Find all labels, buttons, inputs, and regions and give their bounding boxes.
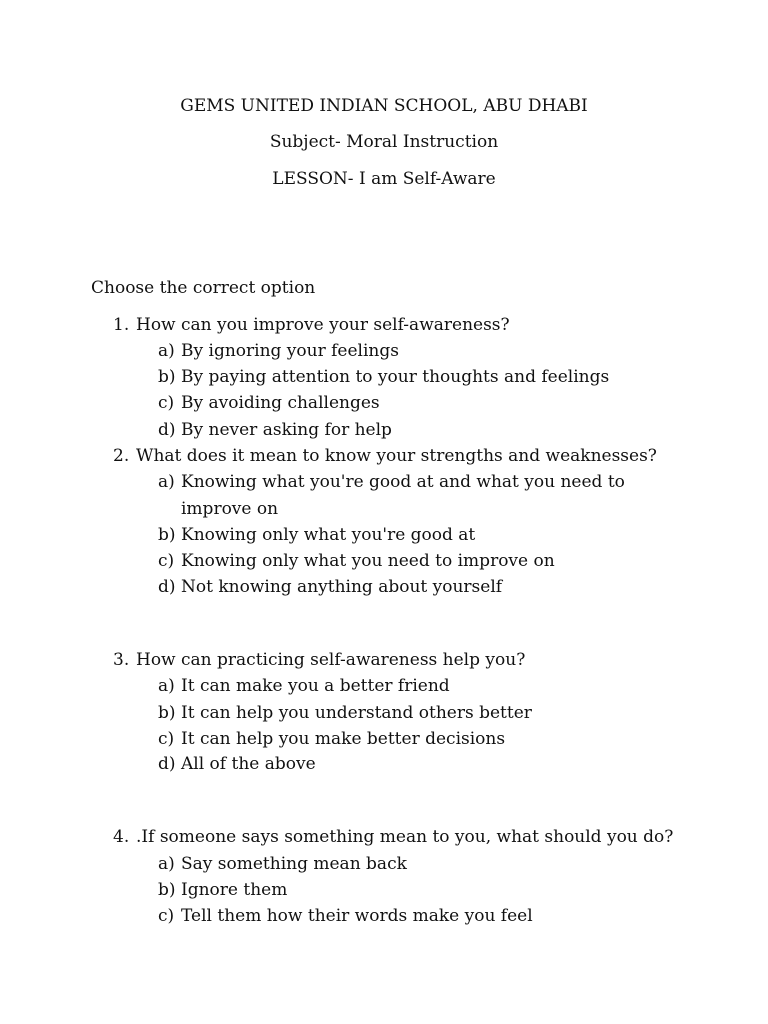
option-text: By never asking for help xyxy=(181,420,392,440)
option-letter: c) xyxy=(158,906,175,926)
option-letter: c) xyxy=(158,393,175,413)
lesson-title: LESSON- I am Self-Aware xyxy=(272,169,496,189)
school-name: GEMS UNITED INDIAN SCHOOL, ABU DHABI xyxy=(180,96,588,116)
option-letter: d) xyxy=(158,420,176,440)
option-letter: b) xyxy=(158,367,176,387)
option-letter: c) xyxy=(158,729,175,749)
option-text: All of the above xyxy=(181,754,316,774)
question-text: How can you improve your self-awareness? xyxy=(136,315,510,335)
option-text: Knowing only what you need to improve on xyxy=(181,551,555,571)
option-letter: b) xyxy=(158,880,176,900)
question-text: How can practicing self-awareness help you? xyxy=(136,650,526,670)
option-text: Not knowing anything about yourself xyxy=(181,577,503,597)
option-text: Tell them how their words make you feel xyxy=(181,906,533,926)
option-letter: d) xyxy=(158,754,176,774)
option-letter: b) xyxy=(158,703,176,723)
option-text: It can make you a better friend xyxy=(181,676,450,696)
option-text: Knowing only what you're good at xyxy=(181,525,476,545)
option-text: It can help you understand others better xyxy=(181,703,532,723)
option-text: By avoiding challenges xyxy=(181,393,380,413)
subject-line: Subject- Moral Instruction xyxy=(269,132,499,152)
option-letter: c) xyxy=(158,551,175,571)
option-letter: a) xyxy=(158,472,175,492)
option-letter: d) xyxy=(158,577,176,597)
question-text: .If someone says something mean to you, what should you do? xyxy=(136,827,674,847)
option-text: Knowing what you're good at and what you need to improve on xyxy=(181,472,625,519)
option-text: By ignoring your feelings xyxy=(181,341,399,361)
instruction-text: Choose the correct option xyxy=(91,278,316,298)
option-letter: a) xyxy=(158,854,175,874)
question-number: 3. xyxy=(113,650,130,670)
option-text: It can help you make better decisions xyxy=(181,729,506,749)
question-number: 2. xyxy=(113,446,130,466)
option-letter: b) xyxy=(158,525,176,545)
option-letter: a) xyxy=(158,341,175,361)
question-number: 4. xyxy=(113,827,130,847)
option-letter: a) xyxy=(158,676,175,696)
option-text: Say something mean back xyxy=(181,854,407,874)
option-text: Ignore them xyxy=(181,880,288,900)
option-text: By paying attention to your thoughts and feelings xyxy=(181,367,610,387)
question-number: 1. xyxy=(113,315,130,335)
question-text: What does it mean to know your strengths and weaknesses? xyxy=(136,446,657,466)
